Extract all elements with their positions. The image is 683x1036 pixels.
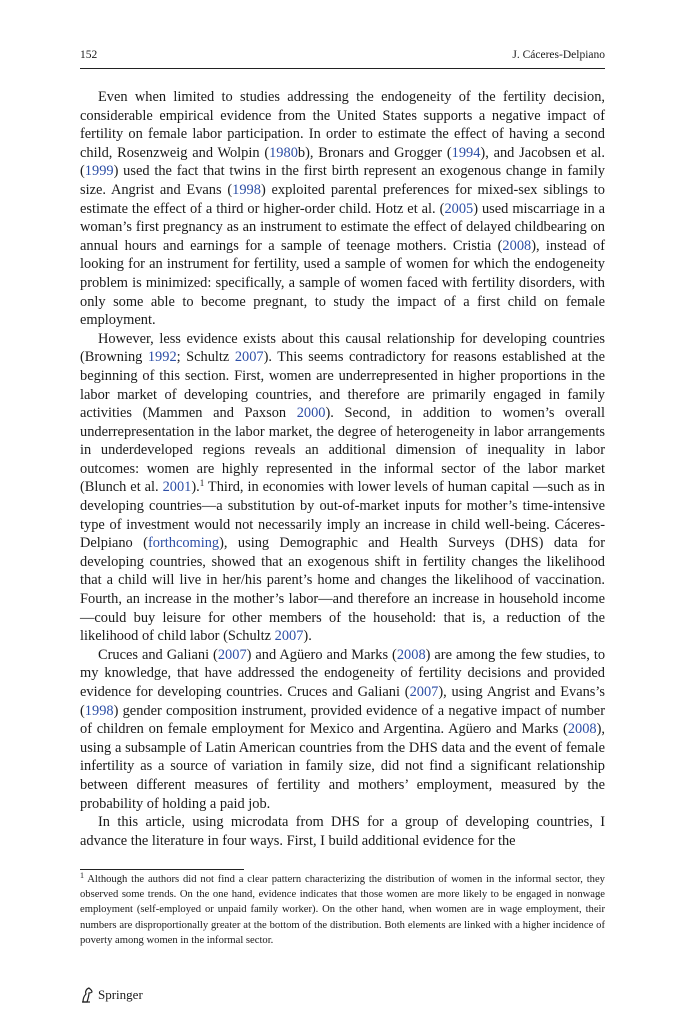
citation-link[interactable]: 1998	[84, 702, 114, 719]
paragraph	[80, 646, 605, 813]
text-run: ) used the fact that twins in the first birth represent an exogenous change in family size. Angrist and Evans (	[80, 163, 605, 198]
paragraph	[80, 330, 605, 646]
citation-link[interactable]: forthcoming	[147, 535, 220, 552]
paragraph	[80, 88, 605, 330]
text-run: b), Bronars and Grogger (	[297, 144, 452, 161]
text-run: Cruces and Galiani (	[98, 646, 218, 663]
footnote-text: Although the authors did not find a clear pattern characterizing the distribution of women in the informal sector, they observed some trends. On the one hand, evidence indicates that those women are more likely to be engaged in nonwage employment (self-employed or unpaid family worker). On the other hand, when women are in wage employment, their numbers are disproportionally greater at the bottom of the distribution. Both elements are linked with a higher incidence of poverty among women in the informal sector.	[80, 874, 605, 946]
footnote-rule	[80, 869, 244, 870]
citation-link[interactable]: 2007	[274, 628, 304, 645]
citation-link[interactable]: 2000	[296, 405, 326, 422]
paragraph	[80, 813, 605, 850]
text-run: ), using a subsample of Latin American countries from the DHS data and the event of female infertility as a source of variation in family size, did not find a significant relationship between different measures of fertility and mothers’ employment, measured by the probability of holding a paid job.	[80, 721, 605, 812]
text-run: ).	[303, 628, 312, 645]
text-run: ). Second, in addition to women’s overall underrepresentation in the labor market, the degree of heterogeneity in labor arrangements in underdeveloped regions reveals an additional dimension of inequality in labor outcomes: women are highly represented in the informal sector of the labor market (Blunch et al.	[80, 405, 606, 496]
text-run: ) gender composition instrument, provided evidence of a negative impact of number of children on female employment for Mexico and Argentina. Agüero and Marks (	[80, 702, 605, 738]
text-run: ) are among the few studies, to my knowledge, that have addressed the endogeneity of fertility decisions and provided evidence for developing countries. Cruces and Galiani (	[80, 646, 606, 700]
text-run: ), using Demographic and Health Surveys (DHS) data for developing countries, showed that an exogenous shift in fertility changes the likelihood that a child will live in her/his parent’s home and changes the likelihood of vaccination. Fourth, an increase in the mother’s labor—and therefore an increase in household income—could buy leisure for other members of the household: that is, a reduction of the likelihood of child labor (Schultz	[80, 535, 605, 645]
citation-link[interactable]: 1980	[269, 144, 298, 161]
citation-link[interactable]: 2008	[396, 646, 426, 663]
citation-link[interactable]: 2005	[444, 200, 474, 217]
publisher-name: Springer	[98, 987, 143, 1002]
text-run: ).	[191, 479, 200, 496]
citation-link[interactable]: 2007	[217, 646, 247, 663]
running-author: J. Cáceres-Delpiano	[512, 49, 605, 61]
citation-link[interactable]: 2008	[567, 721, 597, 738]
text-run: ) exploited parental preferences for mixed-sex siblings to estimate the effect of a third or higher-order child. Hotz et al. (	[80, 181, 605, 217]
page-number: 152	[80, 49, 98, 61]
header-rule	[80, 68, 605, 69]
footnote	[80, 872, 605, 948]
citation-link[interactable]: 2007	[234, 349, 264, 366]
citation-link[interactable]: 1999	[84, 163, 114, 180]
footnote-number: 1	[80, 871, 84, 880]
text-run: However, less evidence exists about this causal relationship for developing countries (Browning	[80, 330, 605, 366]
text-run: ). This seems contradictory for reasons established at the beginning of this section. First, women are underrepresented in higher proportions in the labor market of developing countries, and therefore are primarily engaged in family activities (Mammen and Paxson	[80, 349, 606, 422]
text-run: ), and Jacobsen et al. (	[80, 144, 605, 180]
citation-link[interactable]: 1992	[147, 349, 177, 366]
running-header	[80, 49, 605, 65]
text-run: ; Schultz	[176, 349, 235, 366]
citation-link[interactable]: 1994	[451, 144, 481, 161]
citation-link[interactable]: 2001	[162, 479, 192, 496]
text-run: Third, in economies with lower levels of human capital —such as in developing countries—a substitution by out-of-market inputs for mother’s time-intensive type of investment would not necessarily imply an increase in child well-being. Cáceres-Delpiano (	[80, 479, 605, 552]
text-run: Even when limited to studies addressing the endogeneity of the fertility decision, considerable empirical evidence from the United States supports a negative impact of fertility on female labor participation. In order to estimate the effect of having a second child, Rosenzweig and Wolpin (	[80, 89, 605, 161]
text-run: ), using Angrist and Evans’s (	[80, 684, 605, 719]
text-run: ) and Agüero and Marks (	[246, 646, 397, 663]
footnote-marker[interactable]: 1	[199, 478, 205, 489]
text-run: In this article, using microdata from DHS for a group of developing countries, I advance the literature in four ways. First, I build additional evidence for the	[80, 814, 605, 849]
citation-link[interactable]: 2007	[409, 684, 439, 700]
text-run: ), instead of looking for an instrument for fertility, used a sample of women for which the endogeneity problem is minimized: specifically, a sample of women faced with fertility disorders, with only some able to become pregnant, to study the impact of a first child on female employment.	[80, 237, 605, 329]
citation-link[interactable]: 2008	[502, 237, 532, 254]
text-run: ) used miscarriage in a woman’s first pregnancy as an instrument to estimate the effect of delayed childbearing on annual hours and earnings for a sample of teenage mothers. Cristia (	[80, 200, 605, 254]
citation-link[interactable]: 1998	[232, 181, 261, 198]
article-body	[80, 88, 605, 850]
springer-horse-icon	[80, 987, 94, 1003]
